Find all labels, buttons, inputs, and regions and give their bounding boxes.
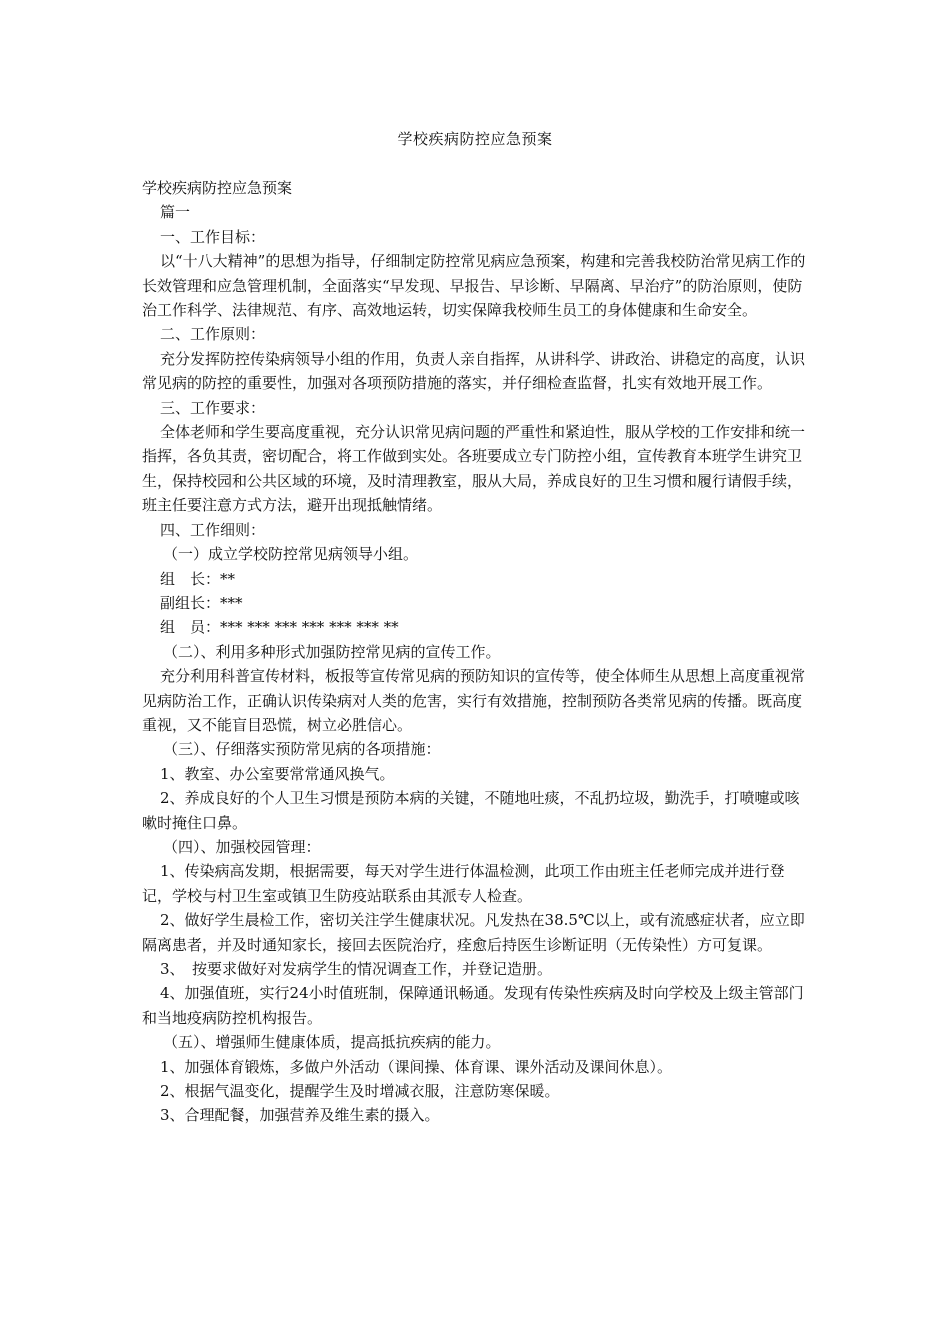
paragraph: 2、根据气温变化，提醒学生及时增减衣服，注意防寒保暖。 [160,1082,560,1101]
paragraph: 充分发挥防控传染病领导小组的作用，负责人亲自指挥，从讲科学、讲政治、讲稳定的高度，认识常见病的防控的重要性，加强对各项预防措施的落实，并仔细检查监督，扎实有效地开展工作。 [142,349,806,393]
paragraph: 3、合理配餐，加强营养及维生素的摄入。 [160,1106,440,1125]
paragraph: 三、工作要求： [160,398,266,417]
paragraph: 1、加强体育锻炼，多做户外活动（课间操、体育课、课外活动及课间休息）。 [160,1057,673,1076]
paragraph: 二、工作原则： [160,325,266,344]
paragraph: 1、传染病高发期，根据需要，每天对学生进行体温检测，此项工作由班主任老师完成并进行登记，学校与村卫生室或镇卫生防疫站联系由其派专人检查。 [142,862,785,905]
paragraph: 篇一 [160,203,191,222]
paragraph: 四、工作细则： [160,520,266,539]
paragraph: 以“十八大精神”的思想为指导，仔细制定防控常见病应急预案，构建和完善我校防治常见病工作的长效管理和应急管理机制，全面落实“早发现、早报告、早诊断、早隔离、早治疗”的防治原则，使防治工作科学、法律规范、有序、高效地运转，切实保障我校师生员工的身体健康和生命安全。 [142,252,806,320]
paragraph: 充分利用科普宣传材料，板报等宣传常见病的预防知识的宣传等，使全体师生从思想上高度重视常见病防治工作，正确认识传染病对人类的危害，实行有效措施，控制预防各类常见病的传播。既高度重视，又不能盲目恐慌，树立必胜信心。 [142,667,806,734]
paragraph: 组 员：*** *** *** *** *** *** ** [160,618,399,637]
paragraph: （五）、增强师生健康体质，提高抵抗疾病的能力。 [163,1033,501,1052]
paragraph: 组 长：** [160,569,236,588]
paragraph: （一）成立学校防控常见病领导小组。 [163,545,419,564]
paragraph: 4、加强值班，实行24小时值班制，保障通讯畅通。发现有传染性疾病及时向学校及上级主管部门和当地疫病防控机构报告。 [142,984,804,1027]
paragraph: 3、 按要求做好对发病学生的情况调查工作，并登记造册。 [160,960,553,978]
paragraph: 一、工作目标： [160,227,266,246]
paragraph: 1、教室、办公室要常常通风换气。 [160,764,395,783]
paragraph: （三）、仔细落实预防常见病的各项措施： [163,740,441,759]
page-title: 学校疾病防控应急预案 [397,130,553,148]
paragraph: （二）、利用多种形式加强防控常见病的宣传工作。 [163,642,501,661]
paragraph: 学校疾病防控应急预案 [142,179,293,197]
paragraph: 全体老师和学生要高度重视，充分认识常见病问题的严重性和紧迫性，服从学校的工作安排和统一指挥，各负其责，密切配合，将工作做到实处。各班要成立专门防控小组，宣传教育本班学生讲究卫生，保持校园和公共区域的环境，及时清理教室，服从大局，养成良好的卫生习惯和履行请假手续，班主任要注意方式方法，避开出现抵触情绪。 [142,423,806,515]
paragraph: 副组长：*** [160,593,243,612]
paragraph: 2、养成良好的个人卫生习惯是预防本病的关键，不随地吐痰，不乱扔垃圾，勤洗手，打喷嚏或咳嗽时掩住口鼻。 [142,789,800,832]
paragraph: （四）、加强校园管理： [163,837,321,856]
document-body [142,176,810,1128]
paragraph: 2、做好学生晨检工作，密切关注学生健康状况。凡发热在38.5℃以上，或有流感症状者，应立即隔离患者，并及时通知家长，接回去医院治疗，痊愈后持医生诊断证明（无传染性）方可复课。 [142,911,805,954]
